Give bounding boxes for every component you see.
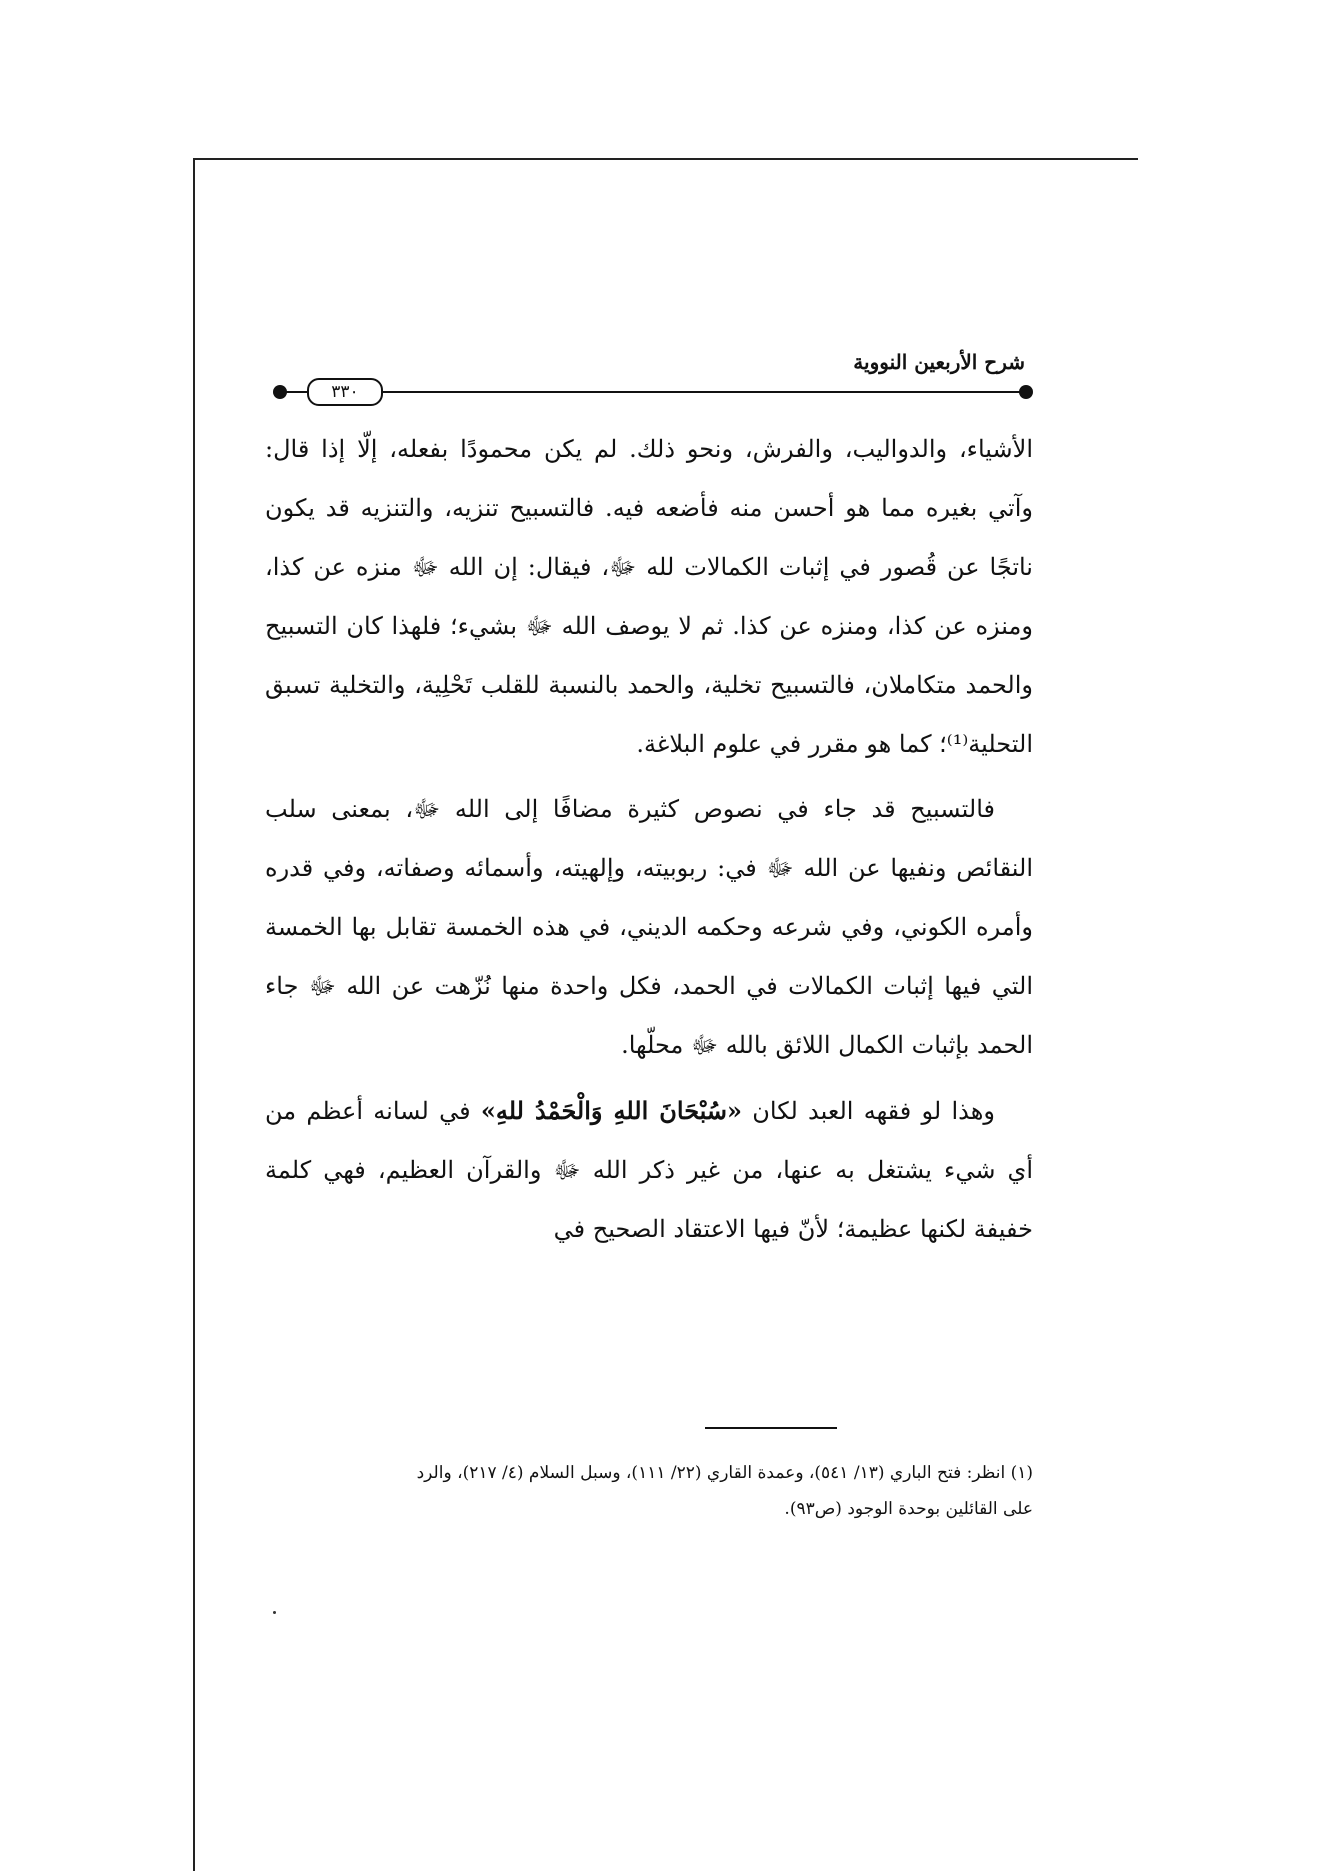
footnote-1-line-1: (١) انظر: فتح الباري (١٣/ ٥٤١)، وعمدة القاري (٢٢/ ١١١)، وسبل السلام (٤/ ٢١٧)، والرد	[416, 1463, 1033, 1483]
footnote-1-line-2: على القائلين بوحدة الوجود (ص٩٣).	[784, 1499, 1033, 1519]
footnote-separator	[705, 1427, 837, 1429]
crop-mark-top	[193, 158, 1138, 160]
main-text	[265, 420, 1033, 1259]
header-ornament-right	[1019, 385, 1033, 399]
header-ornament-left	[273, 385, 287, 399]
book-title: شرح الأربعين النووية	[853, 350, 1025, 374]
crop-mark-left	[193, 158, 195, 1871]
paragraph-1: الأشياء، والدواليب، والفرش، ونحو ذلك. لم يكن محمودًا بفعله، إلّا إذا قال: وآتي بغيره مما هو أحسن منه فأضعه فيه. فالتسبيح تنزيه، والتنزيه قد يكون ناتجًا عن قُصور في إثبات الكمالات لله ﷻ، فيقال: إن الله ﷻ منزه عن كذا، ومنزه عن كذا، ومنزه عن كذا. ثم لا يوصف الله ﷻ بشيء؛ فلهذا كان التسبيح والحمد متكاملان، فالتسبيح تخلية، والحمد بالنسبة للقلب تَحْلِية، والتخلية تسبق التحلية⁽¹⁾؛ كما هو مقرر في علوم البلاغة.	[265, 435, 1033, 758]
paragraph-3-end: في لسانه أعظم من أي شيء يشتغل به عنها، من غير ذكر الله ﷻ والقرآن العظيم، فهي كلمة خفيفة لكنها عظيمة؛ لأنّ فيها الاعتقاد الصحيح في	[265, 1097, 1033, 1243]
scan-speck	[273, 1611, 276, 1614]
paragraph-2: فالتسبيح قد جاء في نصوص كثيرة مضافًا إلى الله ﷻ، بمعنى سلب النقائص ونفيها عن الله ﷻ في: ربوبيته، وإلهيته، وأسمائه وصفاته، وفي قدره وأمره الكوني، وفي شرعه وحكمه الديني، في هذه الخمسة تقابل بها الخمسة التي فيها إثبات الكمالات في الحمد، فكل واحدة منها نُزّهت عن الله ﷻ جاء الحمد بإثبات الكمال اللائق بالله ﷻ محلّها.	[265, 795, 1033, 1059]
page-number: ٣٣٠	[307, 378, 383, 406]
paragraph-3-start: وهذا لو فقهه العبد لكان	[742, 1097, 995, 1125]
page-header	[265, 350, 1035, 410]
footnotes	[265, 1455, 1033, 1527]
paragraph-3	[265, 1081, 1033, 1259]
dhikr-quote: «سُبْحَانَ اللهِ وَالْحَمْدُ للهِ»	[480, 1096, 743, 1125]
header-rule	[285, 391, 1025, 393]
